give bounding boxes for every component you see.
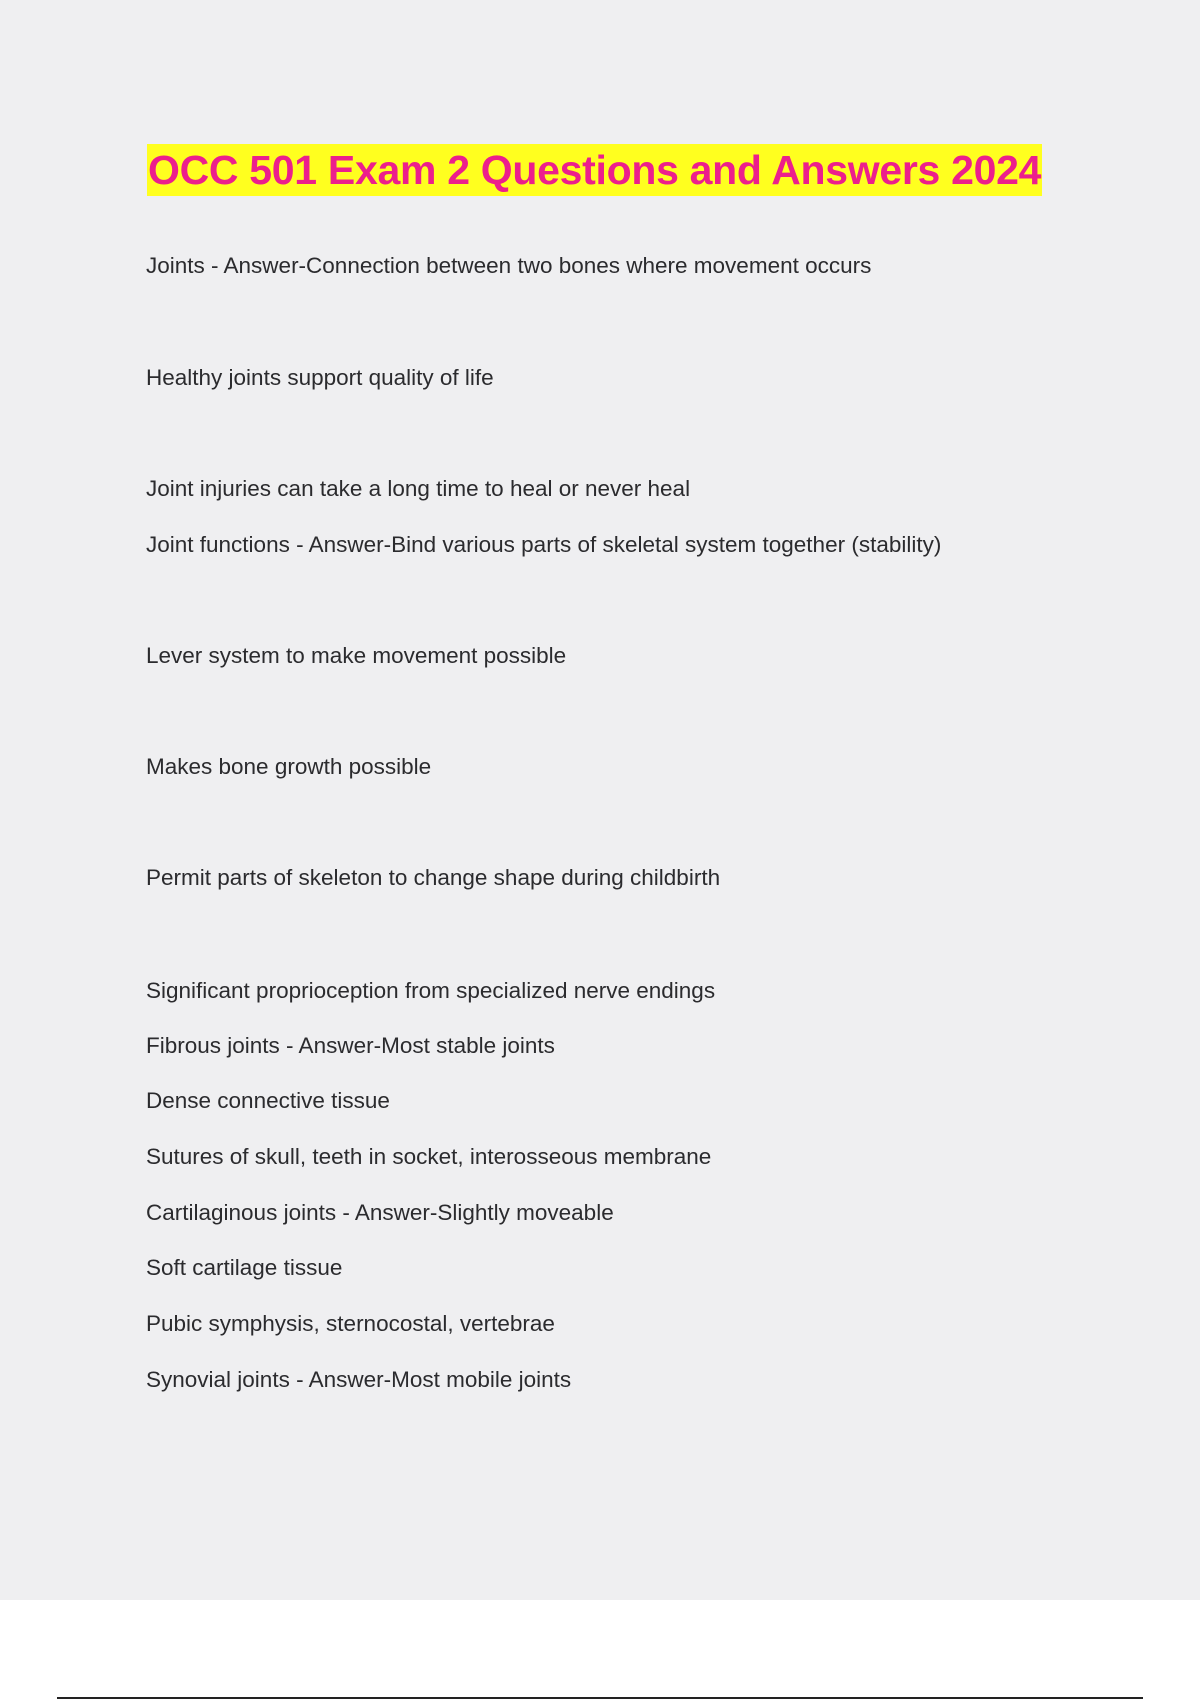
qa-line-dense-tissue: Dense connective tissue xyxy=(146,1088,390,1113)
qa-line-lever-system: Lever system to make movement possible xyxy=(146,643,567,668)
qa-line-soft-cartilage: Soft cartilage tissue xyxy=(146,1255,343,1280)
qa-line-pubic-symphysis: Pubic symphysis, sternocostal, vertebrae xyxy=(146,1311,555,1336)
qa-line-joint-functions: Joint functions - Answer-Bind various parts of skeletal system together (stability) xyxy=(146,532,942,557)
qa-line-joints: Joints - Answer-Connection between two bones where movement occurs xyxy=(146,253,872,278)
qa-line-healthy-joints: Healthy joints support quality of life xyxy=(146,365,494,390)
document-title: OCC 501 Exam 2 Questions and Answers 2024 xyxy=(147,144,1042,196)
qa-line-childbirth: Permit parts of skeleton to change shape during childbirth xyxy=(146,865,721,890)
footer-divider xyxy=(57,1697,1143,1699)
qa-line-sutures: Sutures of skull, teeth in socket, interosseous membrane xyxy=(146,1144,712,1169)
qa-line-joint-injuries: Joint injuries can take a long time to heal or never heal xyxy=(146,476,691,501)
qa-line-cartilaginous-joints: Cartilaginous joints - Answer-Slightly moveable xyxy=(146,1200,614,1225)
qa-line-proprioception: Significant proprioception from specialized nerve endings xyxy=(146,978,716,1003)
qa-line-bone-growth: Makes bone growth possible xyxy=(146,754,432,779)
qa-line-fibrous-joints: Fibrous joints - Answer-Most stable joints xyxy=(146,1033,555,1058)
qa-line-synovial-joints: Synovial joints - Answer-Most mobile joints xyxy=(146,1367,572,1392)
